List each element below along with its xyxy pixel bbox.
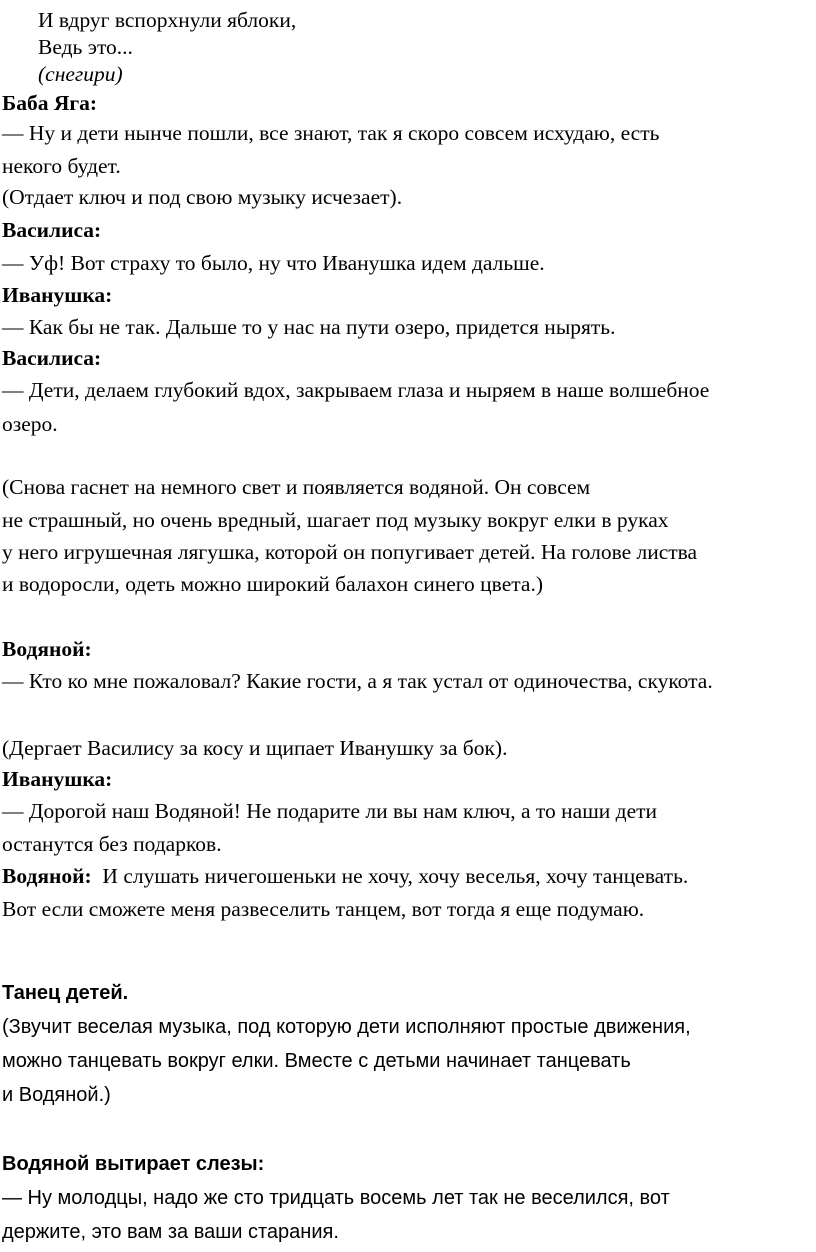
stage-direction: и водоросли, одеть можно широкий балахон синего цвета.) [2,572,543,596]
stage-direction: (Звучит веселая музыка, под которую дети исполняют простые движения, [2,1016,691,1038]
dialogue-line: останутся без подарков. [2,832,222,856]
dialogue-line: — Как бы не так. Дальше то у нас на пути озеро, придется нырять. [2,315,616,339]
dialogue-line: держите, это вам за ваши старания. [2,1221,339,1243]
stage-direction: и Водяной.) [2,1084,111,1106]
dialogue-line: — Дорогой наш Водяной! Не подарите ли вы нам ключ, а то наши дети [2,799,658,823]
stage-direction: у него игрушечная лягушка, которой он попугивает детей. На голове листва [2,540,698,564]
speaker-label: Баба Яга: [2,91,98,115]
dialogue-line: — Кто ко мне пожаловал? Какие гости, а я так устал от одиночества, скукота. [2,669,713,693]
poem-line: Ведь это... [38,35,133,59]
dialogue-line: — Ну молодцы, надо же сто тридцать восемь лет так не веселился, вот [2,1187,670,1209]
section-heading: Танец детей. [2,982,129,1004]
stage-direction: (Отдает ключ и под свою музыку исчезает). [2,185,403,209]
riddle-answer: (снегири) [38,62,123,86]
stage-direction: (Дергает Василису за косу и щипает Иванушку за бок). [2,736,508,760]
stage-direction: (Снова гаснет на немного свет и появляется водяной. Он совсем [2,475,591,499]
dialogue-line: Вот если сможете меня развеселить танцем, вот тогда я еще подумаю. [2,897,645,921]
dialogue-line: — Дети, делаем глубокий вдох, закрываем глаза и ныряем в наше волшебное [2,378,710,402]
dialogue-line: некого будет. [2,154,121,178]
stage-direction: не страшный, но очень вредный, шагает под музыку вокруг елки в руках [2,508,669,532]
speaker-label: Водяной: [2,864,92,888]
speaker-label: Водяной: [2,637,92,661]
dialogue-line: озеро. [2,412,58,436]
speaker-label: Василиса: [2,218,102,242]
section-heading: Водяной вытирает слезы: [2,1153,265,1175]
speaker-line [2,860,688,892]
dialogue-line: — Уф! Вот страху то было, ну что Иванушка идем дальше. [2,251,545,275]
poem-line: И вдруг вспорхнули яблоки, [38,8,297,32]
speaker-label: Иванушка: [2,767,113,791]
speaker-label: Иванушка: [2,283,113,307]
dialogue-line: — Ну и дети нынче пошли, все знают, так я скоро совсем исхудаю, есть [2,121,660,145]
stage-direction: можно танцевать вокруг елки. Вместе с детьми начинает танцевать [2,1050,631,1072]
speaker-label: Василиса: [2,346,102,370]
dialogue-text: И слушать ничегошеньки не хочу, хочу веселья, хочу танцевать. [102,864,689,888]
